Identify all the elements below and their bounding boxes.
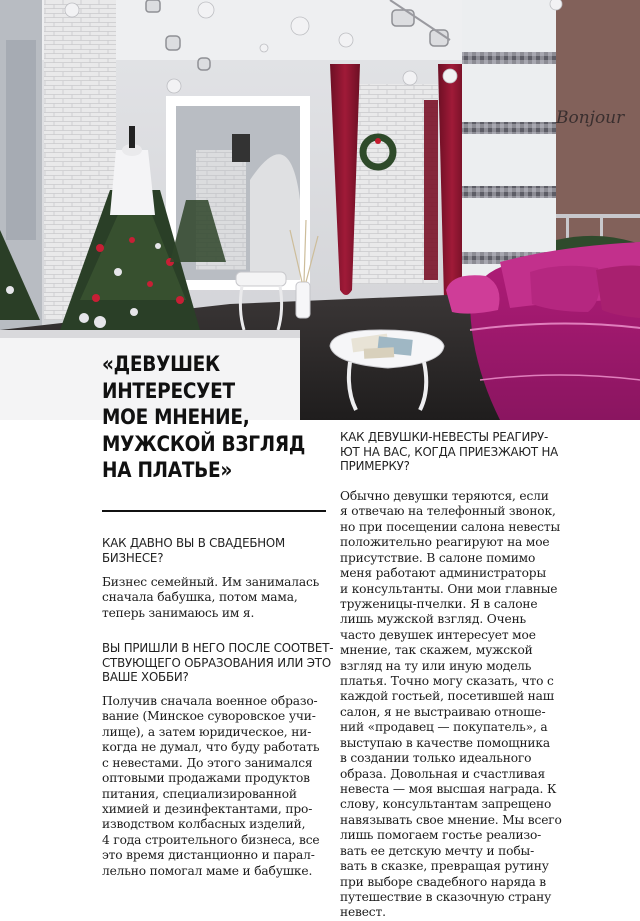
question-line: ВЫ ПРИШЛИ В НЕГО ПОСЛЕ СООТВЕТ-: [102, 640, 334, 655]
question-line: СТВУЮЩЕГО ОБРАЗОВАНИЯ ИЛИ ЭТО: [102, 654, 331, 670]
answer-1: [102, 575, 319, 621]
answer-line: это время дистанционно и парал-: [102, 848, 315, 863]
answer-2: [102, 694, 319, 879]
answer-line: изводством колбасных изделий,: [102, 817, 306, 832]
question-2: [102, 641, 333, 685]
question-1: [102, 536, 285, 565]
headline-line: МОЕ МНЕНИЕ,: [102, 405, 250, 430]
headline-line: «ДЕВУШЕК: [102, 352, 220, 377]
answer-line: с невестами. До этого занимался: [102, 755, 313, 770]
answer-line: я отвечаю на телефонный звонок,: [340, 504, 556, 519]
question-line: ЮТ НА ВАС, КОГДА ПРИЕЗЖАЮТ НА: [340, 443, 559, 459]
answer-line: 4 года строительного бизнеса, все: [102, 832, 320, 847]
answer-line: часто девушек интересует мое: [340, 627, 536, 642]
question-line: ВАШЕ ХОББИ?: [102, 669, 189, 685]
headline-divider: [102, 510, 326, 512]
headline-line: ИНТЕРЕСУЕТ: [102, 378, 235, 404]
answer-line: вать ее детскую мечту и побы-: [340, 843, 535, 858]
answer-line: навязывать свое мнение. Мы всего: [340, 812, 562, 827]
answer-line: лишь помогаем гостье реализо-: [340, 828, 542, 843]
headline-line: НА ПЛАТЬЕ»: [102, 458, 233, 483]
answer-line: вать в сказке, превращая рутину: [340, 859, 549, 874]
answer-line: когда не думал, что буду работать: [102, 740, 320, 755]
answer-line: Обычно девушки теряются, если: [340, 489, 549, 503]
salon-sign: Bonjour: [556, 108, 625, 128]
answer-line: каждой гостьей, посетившей наш: [340, 689, 554, 704]
answer-line: меня работают администраторы: [340, 566, 546, 581]
answer-line: при выборе свадебного наряда в: [340, 874, 546, 889]
answer-line: теперь занимаюсь им я.: [102, 605, 255, 620]
headline-line: МУЖСКОЙ ВЗГЛЯД: [102, 431, 306, 457]
answer-line: слову, консультантам запрещено: [340, 797, 552, 812]
answer-line: взгляд на ту или иную модель: [340, 658, 532, 673]
answer-line: лельно помогал маме и бабушке.: [102, 863, 313, 878]
answer-line: ний «продавец — покупатель», а: [340, 720, 548, 735]
question-line: ПРИМЕРКУ?: [340, 458, 410, 474]
answer-line: лишь мужской взгляд. Очень: [340, 612, 527, 627]
answer-line: вание (Минское суворовское учи-: [102, 709, 316, 724]
answer-line: невест.: [340, 905, 386, 920]
answer-line: путешествие в сказочную страну: [340, 889, 552, 904]
answer-line: но при посещении салона невесты: [340, 519, 561, 534]
answer-3: [340, 489, 562, 921]
salon-photo: [0, 0, 640, 420]
answer-line: лище), а затем юридическое, ни-: [102, 724, 312, 739]
salon-interior-illustration: [0, 0, 640, 420]
question-line: КАК ДЕВУШКИ-НЕВЕСТЫ РЕАГИРУ-: [340, 429, 549, 444]
answer-line: платья. Точно могу сказать, что с: [340, 674, 554, 689]
right-pillar: [462, 0, 556, 290]
answer-line: положительно реагируют на мое: [340, 535, 550, 550]
headline-quote: [102, 352, 306, 485]
answer-line: Бизнес семейный. Им занималась: [102, 575, 320, 589]
answer-line: выступаю в качестве помощника: [340, 735, 550, 750]
answer-line: образа. Довольная и счастливая: [340, 766, 546, 781]
answer-line: в создании только идеального: [340, 751, 532, 766]
answer-line: невеста — моя высшая награда. К: [340, 782, 557, 797]
answer-line: оптовыми продажами продуктов: [102, 771, 310, 786]
answer-line: питания, специализированной: [102, 786, 297, 801]
answer-line: химией и дезинфектантами, про-: [102, 801, 313, 816]
question-line: БИЗНЕСЕ?: [102, 549, 164, 565]
answer-line: сначала бабушка, потом мама,: [102, 590, 298, 605]
answer-line: Получив сначала военное образо-: [102, 694, 318, 708]
question-line: КАК ДАВНО ВЫ В СВАДЕБНОМ: [102, 535, 286, 550]
answer-line: и консультанты. Они мои главные: [340, 581, 558, 596]
answer-line: мнение, так скажем, мужской: [340, 643, 533, 658]
answer-line: присутствие. В салоне помимо: [340, 550, 536, 565]
answer-line: труженицы-пчелки. Я в салоне: [340, 596, 538, 611]
answer-line: салон, я не выстраиваю отноше-: [340, 704, 546, 719]
question-3: [340, 430, 558, 474]
